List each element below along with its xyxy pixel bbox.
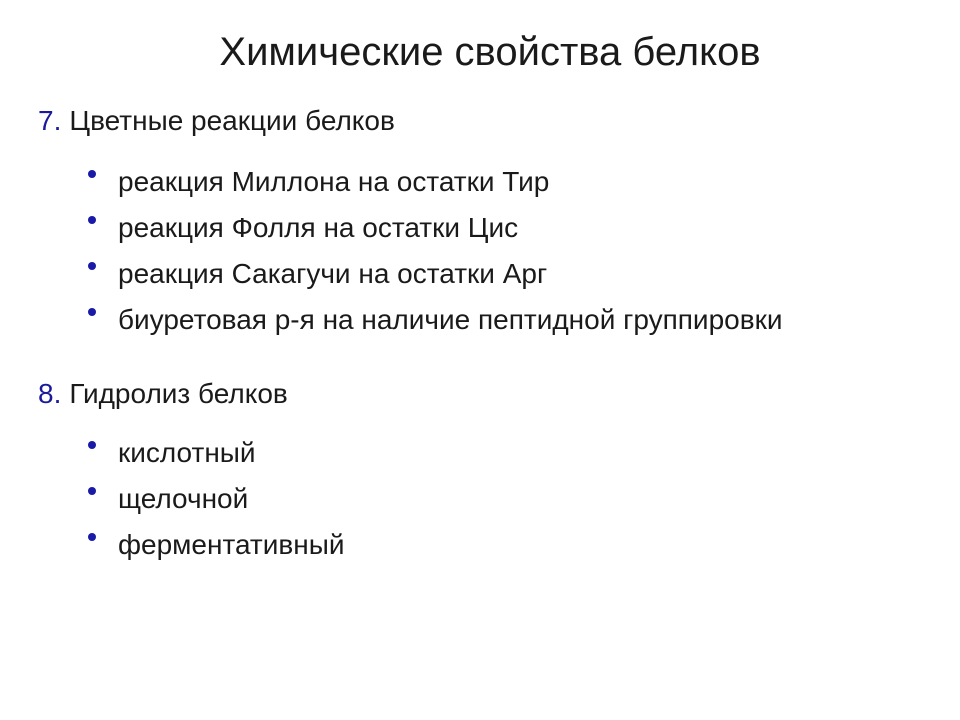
bullet-icon [88, 216, 96, 224]
section-hydrolysis [38, 377, 288, 411]
list-item-text: реакция Фолля на остатки Цис [118, 212, 519, 243]
bullet-icon [88, 441, 96, 449]
section-color-reactions [38, 104, 395, 138]
bullet-icon [88, 533, 96, 541]
section-number: 7. [38, 105, 62, 136]
list-item-text: кислотный [118, 437, 256, 468]
list-item-text: щелочной [118, 483, 249, 514]
list-item-text: ферментативный [118, 529, 345, 560]
section-heading: Гидролиз белков [69, 378, 288, 409]
list-item-text: реакция Миллона на остатки Тир [118, 166, 550, 197]
slide-title: Химические свойства белков [219, 30, 761, 74]
bullet-icon [88, 262, 96, 270]
section-heading: Цветные реакции белков [69, 105, 395, 136]
bullet-icon [88, 170, 96, 178]
bullet-icon [88, 308, 96, 316]
list-item-text: биуретовая р-я на наличие пептидной группировки [118, 304, 783, 335]
bullet-icon [88, 487, 96, 495]
list-item-text: реакция Сакагучи на остатки Арг [118, 258, 548, 289]
section-number: 8. [38, 378, 62, 409]
